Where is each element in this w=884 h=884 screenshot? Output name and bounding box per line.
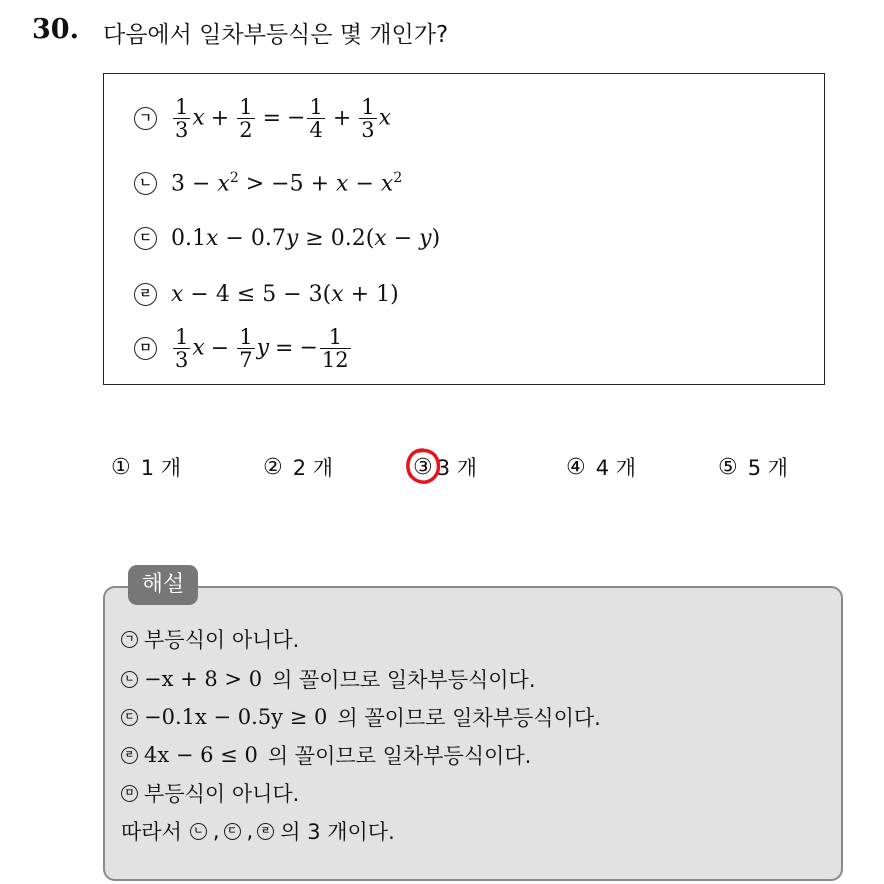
circled-mark-icon: ㄴ: [121, 671, 138, 688]
condition-item-2: [134, 170, 402, 196]
solution-line-2: [121, 664, 536, 694]
solution-line-5: [121, 778, 299, 808]
question-text: 다음에서 일차부등식은 몇 개인가?: [103, 22, 449, 48]
solution-line-4: [121, 740, 531, 770]
condition-item-5: [134, 326, 353, 371]
condition-item-3: [134, 226, 440, 251]
circled-mark-icon: ㄱ: [121, 631, 138, 648]
item-expression: 0.1x − 0.7y ≥ 0.2(x − y): [171, 226, 441, 251]
choice-5[interactable]: [718, 452, 788, 482]
red-circle-mark-icon: [405, 447, 441, 485]
circled-mark-icon: ㄹ: [134, 283, 157, 306]
solution-conclusion: 따라서 ㄴ , ㄷ , ㄹ 의 3 개이다.: [121, 816, 395, 846]
solution-math: −0.1x − 0.5y ≥ 0: [144, 705, 328, 729]
choice-1[interactable]: [111, 452, 181, 482]
circled-mark-icon: ㄴ: [134, 172, 157, 195]
item-expression: $3 - x^2 > -5 + x - x^2$: [171, 170, 403, 197]
circled-mark-icon: ㅁ: [121, 785, 138, 802]
choice-number: ④: [566, 454, 586, 480]
choice-number: ⑤: [718, 454, 738, 480]
solution-text: 부등식이 아니다.: [144, 628, 300, 652]
choice-number: ③: [413, 455, 433, 480]
conclusion-prefix: 따라서: [121, 820, 182, 844]
choice-3[interactable]: [413, 452, 477, 482]
solution-text: 의 꼴이므로 일차부등식이다.: [337, 706, 601, 730]
choice-number: ②: [263, 454, 283, 480]
solution-math: −x + 8 > 0: [144, 667, 263, 691]
solution-text: 부등식이 아니다.: [144, 782, 300, 806]
conclusion-suffix: 의 3 개이다.: [280, 820, 395, 844]
choice-label: 3 개: [436, 456, 478, 480]
circled-mark-icon: ㄹ: [257, 823, 274, 840]
item-expression: $\frac{1}{3}$ x + $\frac{1}{2}$ = − $\frac{1}{4}$ + $\frac{1}{3}$ x: [175, 95, 392, 143]
choice-2[interactable]: [263, 452, 333, 482]
choice-number: ①: [111, 454, 131, 480]
conditions-box: [103, 73, 825, 385]
solution-box: [103, 586, 843, 881]
circled-mark-icon: ㅁ: [134, 337, 157, 360]
choice-label: 5 개: [747, 456, 789, 480]
circled-mark-icon: ㄷ: [224, 823, 241, 840]
solution-text: 의 꼴이므로 일차부등식이다.: [267, 744, 532, 768]
condition-item-1: [134, 96, 391, 141]
solution-label: 해설: [128, 565, 198, 605]
circled-mark-icon: ㄹ: [121, 747, 138, 764]
choice-label: 4 개: [595, 456, 637, 480]
choice-label: 2 개: [292, 456, 334, 480]
circled-mark-icon: ㄴ: [190, 823, 207, 840]
condition-item-4: [134, 282, 399, 307]
solution-line-3: [121, 702, 601, 732]
circled-mark-icon: ㄷ: [134, 227, 157, 250]
circled-mark-icon: ㄱ: [134, 107, 157, 130]
solution-line-1: [121, 624, 299, 654]
question-number: 30.: [32, 14, 79, 45]
choice-label: 1 개: [140, 456, 182, 480]
choice-4[interactable]: [566, 452, 636, 482]
item-expression: $\frac{1}{3}$ x − $\frac{1}{7}$ y = − $\frac{1}{12}$: [175, 325, 349, 373]
answer-choices: [0, 452, 884, 484]
circled-mark-icon: ㄷ: [121, 709, 138, 726]
item-expression: x − 4 ≤ 5 − 3(x + 1): [171, 282, 399, 307]
solution-math: 4x − 6 ≤ 0: [144, 743, 258, 767]
solution-text: 의 꼴이므로 일차부등식이다.: [272, 668, 536, 692]
